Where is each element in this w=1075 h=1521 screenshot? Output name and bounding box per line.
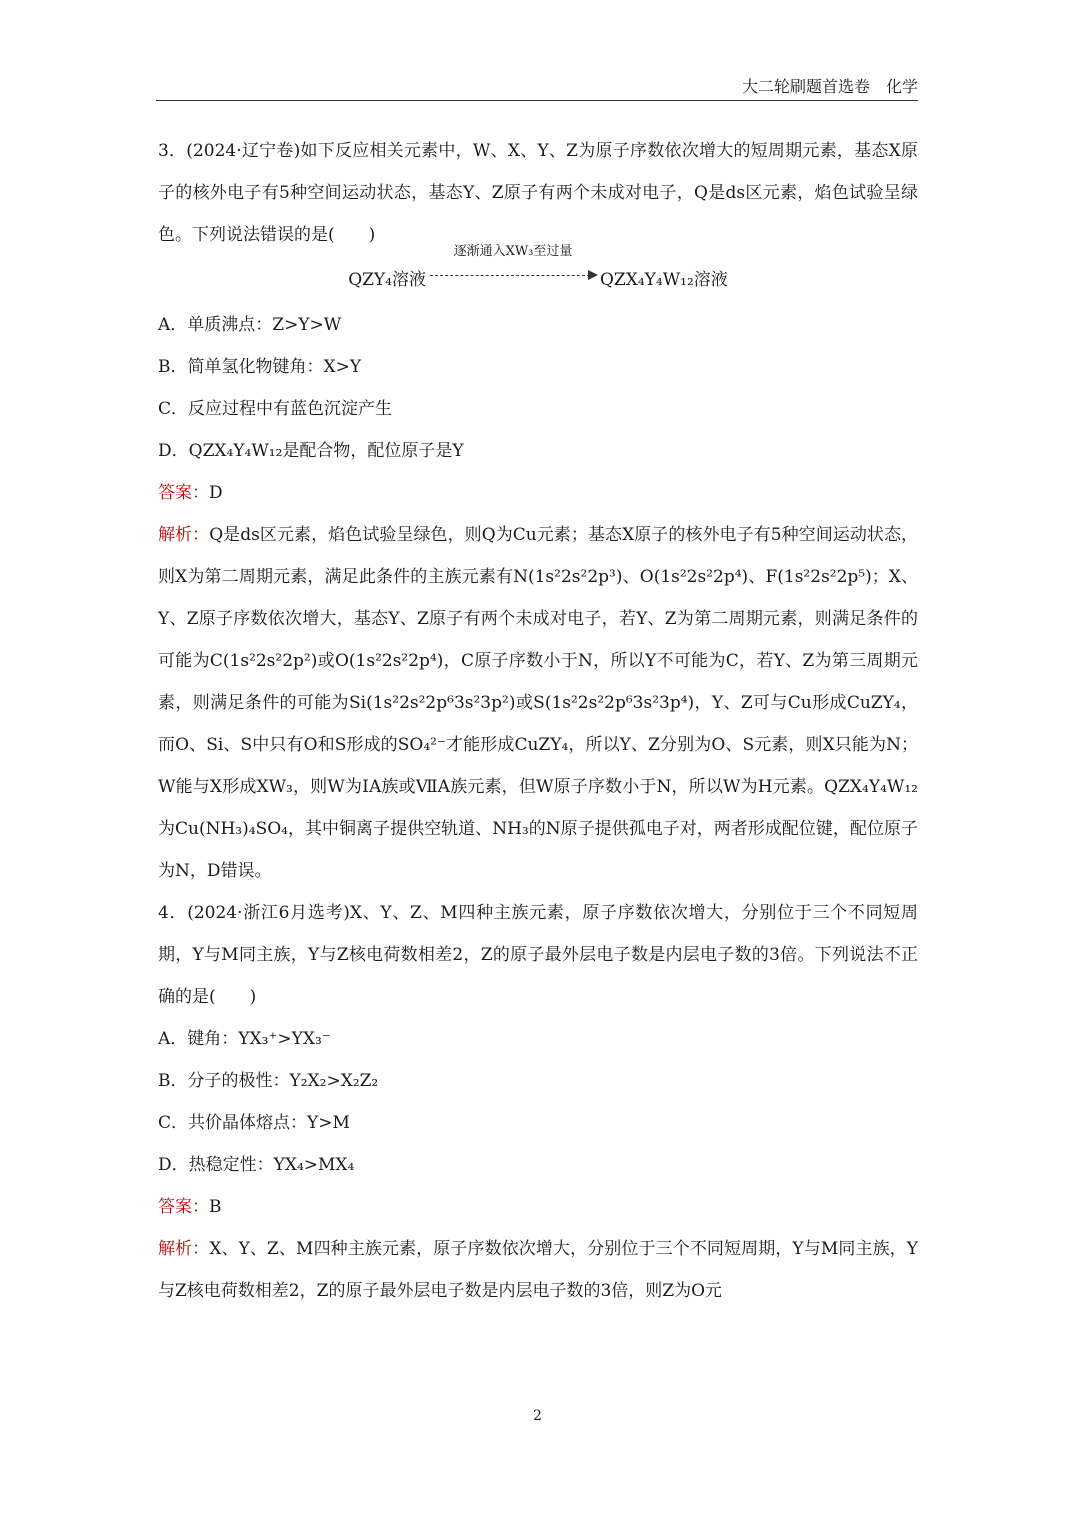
reaction-equation — [158, 244, 918, 304]
explanation-label: 解析： — [158, 1239, 210, 1259]
header-title: 大二轮刷题首选卷 化学 — [741, 77, 918, 96]
answer-label: 答案： — [158, 483, 209, 503]
answer-label: 答案： — [158, 1197, 209, 1217]
q4-option-a: A．键角：YX₃⁺>YX₃⁻ — [158, 1029, 331, 1049]
q3-answer — [158, 472, 918, 514]
reaction-arrow-icon — [428, 244, 598, 285]
q4-option-b: B．分子的极性：Y₂X₂>X₂Z₂ — [158, 1071, 379, 1091]
running-header — [156, 74, 918, 101]
q3-option-b: B．简单氢化物键角：X>Y — [158, 357, 362, 377]
q4-answer — [158, 1186, 918, 1228]
q4-option-c: C．共价晶体熔点：Y>M — [158, 1113, 350, 1133]
q3-option-d: D．QZX₄Y₄W₁₂是配合物，配位原子是Y — [158, 441, 464, 461]
eq-product: QZX₄Y₄W₁₂溶液 — [599, 270, 728, 290]
q4-explanation — [158, 1228, 918, 1312]
eq-reactant: QZY₄溶液 — [348, 270, 426, 290]
q3-explanation — [158, 514, 918, 892]
page-content — [158, 130, 918, 1312]
q4-stem: 4．(2024·浙江6月选考)X、Y、Z、M四种主族元素，原子序数依次增大，分别位于三个不同短周期，Y与M同主族，Y与Z核电荷数相差2，Z的原子最外层电子数是内层电子数的3倍。下列说法不正确的是( ) — [158, 903, 918, 1007]
q3-stem: 3．(2024·辽宁卷)如下反应相关元素中，W、X、Y、Z为原子序数依次增大的短周期元素，基态X原子的核外电子有5种空间运动状态，基态Y、Z原子有两个未成对电子，Q是ds区元素，焰色试验呈绿色。下列说法错误的是( ) — [158, 141, 918, 245]
q3-option-c: C．反应过程中有蓝色沉淀产生 — [158, 399, 393, 419]
explanation-text: X、Y、Z、M四种主族元素，原子序数依次增大，分别位于三个不同短周期，Y与M同主族，Y与Z核电荷数相差2，Z的原子最外层电子数是内层电子数的3倍，则Z为O元 — [158, 1239, 918, 1301]
answer-value: B — [209, 1197, 222, 1217]
explanation-text: Q是ds区元素，焰色试验呈绿色，则Q为Cu元素；基态X原子的核外电子有5种空间运动状态，则X为第二周期元素，满足此条件的主族元素有N(1s²2s²2p³)、O(1s²2s²2p⁴)、F(1s²2s²2p⁵)；X、Y、Z原子序数依次增大，基态Y、Z原子有两个未成对电子，若Y、Z为第二周期元素，则满足条件的可能为C(1s²2s²2p²)或O(1s²2s²2p⁴)，C原子序数小于N，所以Y不可能为C，若Y、Z为第三周期元素，则满足条件的可能为Si(1s²2s²2p⁶3s²3p²)或S(1s²2s²2p⁶3s²3p⁴)，Y、Z可与Cu形成CuZY₄，而O、Si、S中只有O和S形成的SO₄²⁻才能形成CuZY₄，所以Y、Z分别为O、S元素，则X只能为N；W能与X形成XW₃，则W为ⅠA族或ⅦA族元素，但W原子序数小于N，所以W为H元素。QZX₄Y₄W₁₂为Cu(NH₃)₄SO₄，其中铜离子提供空轨道、NH₃的N原子提供孤电子对，两者形成配位键，配位原子为N，D错误。 — [158, 525, 919, 881]
explanation-label: 解析： — [158, 525, 210, 545]
q4-option-d: D．热稳定性：YX₄>MX₄ — [158, 1155, 355, 1175]
answer-value: D — [209, 483, 223, 503]
arrow-condition: 逐渐通入XW₃至过量 — [453, 244, 573, 259]
page-number: 2 — [533, 1408, 542, 1424]
q3-option-a: A．单质沸点：Z>Y>W — [158, 315, 342, 335]
